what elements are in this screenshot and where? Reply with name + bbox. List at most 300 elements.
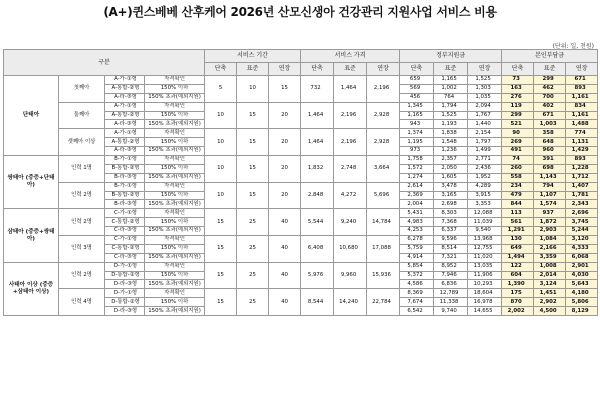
self-pay-value: 1,003	[534, 120, 566, 129]
service-type: D-라-③형	[105, 307, 145, 316]
service-type: D-통합-②형	[105, 271, 145, 280]
gov-support-value: 16,978	[468, 298, 502, 307]
page-title: (A+)퀸스베베 산후케어 2026년 산모신생아 건강관리 지원사업 서비스 비용	[103, 5, 497, 19]
service-type: A-가-①형	[105, 129, 145, 138]
header-sub: 연장	[367, 63, 400, 76]
self-pay-value: 163	[502, 84, 534, 93]
service-period-value: 15	[205, 209, 237, 236]
gov-support-value: 12,789	[434, 289, 468, 298]
gov-support-value: 3,478	[434, 182, 468, 191]
gov-support-value: 7,674	[400, 298, 434, 307]
header-group: 구분	[4, 50, 205, 76]
self-pay-value: 1,084	[534, 236, 566, 245]
eligibility-criteria: 150% 이하	[145, 218, 205, 227]
service-type: A-통합-②형	[105, 111, 145, 120]
gov-support-value: 1,525	[468, 76, 502, 85]
gov-support-value: 764	[434, 93, 468, 102]
self-pay-value: 1,781	[566, 191, 598, 200]
service-period-value: 20	[269, 102, 301, 129]
subgroup-label: 인력 4명	[59, 289, 105, 316]
gov-support-value: 2,154	[468, 129, 502, 138]
service-price-value: 732	[301, 76, 334, 103]
self-pay-value: 1,131	[566, 138, 598, 147]
self-pay-value: 4,333	[566, 244, 598, 253]
service-period-value: 25	[237, 209, 269, 236]
service-type: B-가-①형	[105, 182, 145, 191]
self-pay-value: 4,500	[534, 307, 566, 316]
table-row	[4, 76, 598, 85]
gov-support-value: 6,836	[434, 280, 468, 289]
gov-support-value: 18,604	[468, 289, 502, 298]
service-type: A-통합-②형	[105, 138, 145, 147]
service-period-value: 40	[269, 209, 301, 236]
self-pay-value: 671	[534, 111, 566, 120]
table-row	[4, 236, 598, 245]
service-period-value: 15	[237, 129, 269, 156]
service-price-value: 1,464	[334, 76, 367, 103]
self-pay-value: 5,806	[566, 298, 598, 307]
gov-support-value: 11,338	[434, 298, 468, 307]
service-price-value: 2,928	[367, 129, 400, 156]
eligibility-criteria: 150% 초과(예외지원)	[145, 200, 205, 209]
gov-support-value: 1,193	[434, 120, 468, 129]
eligibility-criteria: 자격확인	[145, 182, 205, 191]
self-pay-value: 391	[534, 156, 566, 165]
self-pay-value: 491	[502, 147, 534, 156]
gov-support-value: 7,368	[434, 218, 468, 227]
service-price-value: 2,848	[301, 182, 334, 209]
self-pay-value: 2,014	[534, 271, 566, 280]
gov-support-value: 14,655	[468, 307, 502, 316]
service-price-value: 2,196	[334, 129, 367, 156]
gov-support-value: 1,035	[468, 93, 502, 102]
self-pay-value: 558	[502, 173, 534, 182]
service-type: D-가-①형	[105, 289, 145, 298]
header-sub: 표준	[434, 63, 468, 76]
gov-support-value: 2,094	[468, 102, 502, 111]
self-pay-value: 960	[534, 147, 566, 156]
self-pay-value: 113	[502, 209, 534, 218]
gov-support-value: 569	[400, 84, 434, 93]
self-pay-value: 937	[534, 209, 566, 218]
gov-support-value: 5,372	[400, 271, 434, 280]
service-price-value: 5,544	[301, 209, 334, 236]
header-sub: 표준	[334, 63, 367, 76]
self-pay-value: 90	[502, 129, 534, 138]
eligibility-criteria: 자격확인	[145, 289, 205, 298]
header-sub: 단축	[301, 63, 334, 76]
gov-support-value: 5,854	[400, 262, 434, 271]
self-pay-value: 2,902	[534, 298, 566, 307]
fee-table	[3, 49, 598, 316]
eligibility-criteria: 150% 초과(예외지원)	[145, 280, 205, 289]
self-pay-value: 6,068	[566, 253, 598, 262]
gov-support-value: 7,321	[434, 253, 468, 262]
gov-support-value: 5,431	[400, 209, 434, 218]
gov-support-value: 1,838	[434, 129, 468, 138]
service-period-value: 25	[237, 262, 269, 289]
self-pay-value: 122	[502, 262, 534, 271]
self-pay-value: 299	[534, 76, 566, 85]
gov-support-value: 1,165	[400, 111, 434, 120]
self-pay-value: 1,161	[566, 111, 598, 120]
gov-support-value: 11,020	[468, 253, 502, 262]
eligibility-criteria: 150% 초과(예외지원)	[145, 120, 205, 129]
table-row	[4, 182, 598, 191]
service-period-value: 20	[269, 182, 301, 209]
self-pay-value: 5,244	[566, 227, 598, 236]
group-label: 단태아	[4, 76, 59, 156]
gov-support-value: 1,236	[434, 147, 468, 156]
gov-support-value: 2,436	[468, 164, 502, 173]
gov-support-value: 9,540	[468, 227, 502, 236]
service-period-value: 15	[205, 262, 237, 289]
self-pay-value: 1,872	[534, 218, 566, 227]
gov-support-value: 3,353	[468, 200, 502, 209]
self-pay-value: 2,903	[534, 227, 566, 236]
gov-support-value: 1,952	[468, 173, 502, 182]
self-pay-value: 1,429	[566, 147, 598, 156]
header-period: 서비스 기간	[205, 50, 301, 63]
self-pay-value: 299	[502, 111, 534, 120]
gov-support-value: 2,771	[468, 156, 502, 165]
gov-support-value: 1,572	[400, 164, 434, 173]
gov-support-value: 2,698	[434, 200, 468, 209]
self-pay-value: 1,407	[566, 182, 598, 191]
gov-support-value: 12,088	[468, 209, 502, 218]
subgroup-label: 셋째아 이상	[59, 129, 105, 156]
subgroup-label: 인력 3명	[59, 236, 105, 263]
gov-support-value: 2,050	[434, 164, 468, 173]
header-sub: 연장	[468, 63, 502, 76]
gov-support-value: 973	[400, 147, 434, 156]
gov-support-value: 3,165	[434, 191, 468, 200]
header-sub: 표준	[237, 63, 269, 76]
service-type: D-라-③형	[105, 280, 145, 289]
gov-support-value: 1,548	[434, 138, 468, 147]
self-pay-value: 4,180	[566, 289, 598, 298]
service-price-value: 9,960	[334, 262, 367, 289]
service-period-value: 40	[269, 262, 301, 289]
self-pay-value: 671	[566, 76, 598, 85]
self-pay-value: 1,291	[502, 227, 534, 236]
service-period-value: 25	[237, 236, 269, 263]
self-pay-value: 175	[502, 289, 534, 298]
service-price-value: 4,272	[334, 182, 367, 209]
self-pay-value: 3,359	[534, 253, 566, 262]
self-pay-value: 794	[534, 182, 566, 191]
gov-support-value: 1,002	[434, 84, 468, 93]
gov-support-value: 9,740	[434, 307, 468, 316]
gov-support-value: 1,274	[400, 173, 434, 182]
self-pay-value: 74	[502, 156, 534, 165]
eligibility-criteria: 150% 이하	[145, 84, 205, 93]
self-pay-value: 1,451	[534, 289, 566, 298]
service-period-value: 10	[205, 156, 237, 183]
header-sub: 표준	[534, 63, 566, 76]
self-pay-value: 1,494	[502, 253, 534, 262]
gov-support-value: 659	[400, 76, 434, 85]
service-type: B-통합-②형	[105, 164, 145, 173]
eligibility-criteria: 자격확인	[145, 262, 205, 271]
service-type: A-라-③형	[105, 147, 145, 156]
self-pay-value: 1,488	[566, 120, 598, 129]
table-row	[4, 289, 598, 298]
table-row	[4, 209, 598, 218]
service-period-value: 5	[205, 76, 237, 103]
service-price-value: 10,680	[334, 236, 367, 263]
gov-support-value: 1,797	[468, 138, 502, 147]
gov-support-value: 1,165	[434, 76, 468, 85]
service-type: C-가-①형	[105, 209, 145, 218]
self-pay-value: 402	[534, 102, 566, 111]
self-pay-value: 130	[502, 236, 534, 245]
eligibility-criteria: 150% 이하	[145, 244, 205, 253]
gov-support-value: 1,758	[400, 156, 434, 165]
self-pay-value: 119	[502, 102, 534, 111]
gov-support-value: 1,195	[400, 138, 434, 147]
table-row	[4, 102, 598, 111]
service-type: A-가-①형	[105, 76, 145, 85]
self-pay-value: 1,008	[534, 262, 566, 271]
self-pay-value: 521	[502, 120, 534, 129]
group-label: 삼태아 (중증+쌍태아)	[4, 209, 59, 262]
gov-support-value: 6,542	[400, 307, 434, 316]
service-price-value: 8,544	[301, 289, 334, 316]
header-sub: 단축	[205, 63, 237, 76]
service-type: B-라-③형	[105, 173, 145, 182]
eligibility-criteria: 자격확인	[145, 236, 205, 245]
unit-note: (단위: 일, 천원)	[552, 43, 594, 50]
self-pay-value: 844	[502, 200, 534, 209]
self-pay-value: 648	[534, 138, 566, 147]
header-sub: 연장	[566, 63, 598, 76]
self-pay-value: 3,745	[566, 218, 598, 227]
service-price-value: 3,664	[367, 156, 400, 183]
self-pay-value: 2,343	[566, 200, 598, 209]
self-pay-value: 1,143	[534, 173, 566, 182]
self-pay-value: 358	[534, 129, 566, 138]
self-pay-value: 1,161	[566, 93, 598, 102]
gov-support-value: 1,605	[434, 173, 468, 182]
gov-support-value: 13,968	[468, 236, 502, 245]
self-pay-value: 893	[566, 84, 598, 93]
service-period-value: 10	[205, 129, 237, 156]
table-row	[4, 156, 598, 165]
eligibility-criteria: 자격확인	[145, 209, 205, 218]
fee-table-body	[4, 76, 598, 316]
service-period-value: 10	[205, 182, 237, 209]
eligibility-criteria: 150% 초과(예외지원)	[145, 173, 205, 182]
service-period-value: 40	[269, 289, 301, 316]
self-pay-value: 604	[502, 271, 534, 280]
service-price-value: 9,240	[334, 209, 367, 236]
service-period-value: 15	[269, 76, 301, 103]
subgroup-label: 인력 2명	[59, 209, 105, 236]
gov-support-value: 2,004	[400, 200, 434, 209]
service-period-value: 10	[237, 76, 269, 103]
eligibility-criteria: 150% 이하	[145, 164, 205, 173]
gov-support-value: 4,914	[400, 253, 434, 262]
header-price: 서비스 가격	[301, 50, 400, 63]
service-price-value: 1,464	[301, 129, 334, 156]
gov-support-value: 6,278	[400, 236, 434, 245]
self-pay-value: 234	[502, 182, 534, 191]
service-price-value: 22,784	[367, 289, 400, 316]
self-pay-value: 276	[502, 93, 534, 102]
self-pay-value: 2,002	[502, 307, 534, 316]
gov-support-value: 1,767	[468, 111, 502, 120]
self-pay-value: 3,120	[566, 236, 598, 245]
gov-support-value: 8,303	[434, 209, 468, 218]
gov-support-value: 9,596	[434, 236, 468, 245]
self-pay-value: 73	[502, 76, 534, 85]
service-period-value: 15	[205, 236, 237, 263]
group-label: 사태아 이상 (중증+삼태아 이상)	[4, 262, 59, 315]
gov-support-value: 1,345	[400, 102, 434, 111]
self-pay-value: 893	[566, 156, 598, 165]
eligibility-criteria: 자격확인	[145, 156, 205, 165]
service-price-value: 6,408	[301, 236, 334, 263]
eligibility-criteria: 150% 이하	[145, 111, 205, 120]
self-pay-value: 1,712	[566, 173, 598, 182]
self-pay-value: 698	[534, 164, 566, 173]
subgroup-label: 인력 2명	[59, 262, 105, 289]
gov-support-value: 1,499	[468, 147, 502, 156]
gov-support-value: 1,525	[434, 111, 468, 120]
gov-support-value: 943	[400, 120, 434, 129]
service-price-value: 14,784	[367, 209, 400, 236]
gov-support-value: 1,440	[468, 120, 502, 129]
service-period-value: 40	[269, 236, 301, 263]
gov-support-value: 1,374	[400, 129, 434, 138]
service-price-value: 1,832	[301, 156, 334, 183]
service-type: B-가-①형	[105, 156, 145, 165]
service-period-value: 15	[237, 182, 269, 209]
eligibility-criteria: 자격확인	[145, 102, 205, 111]
service-period-value: 20	[269, 129, 301, 156]
subgroup-label: 둘째아	[59, 102, 105, 129]
self-pay-value: 649	[502, 244, 534, 253]
self-pay-value: 774	[566, 129, 598, 138]
service-period-value: 15	[205, 289, 237, 316]
eligibility-criteria: 자격확인	[145, 129, 205, 138]
eligibility-criteria: 150% 이하	[145, 271, 205, 280]
eligibility-criteria: 150% 초과(예외지원)	[145, 307, 205, 316]
service-price-value: 17,088	[367, 236, 400, 263]
header-sub: 단축	[400, 63, 434, 76]
gov-support-value: 8,369	[400, 289, 434, 298]
self-pay-value: 870	[502, 298, 534, 307]
gov-support-value: 11,039	[468, 218, 502, 227]
self-pay-value: 700	[534, 93, 566, 102]
header-row-1	[4, 50, 598, 63]
gov-support-value: 6,337	[434, 227, 468, 236]
eligibility-criteria: 150% 초과(예외지원)	[145, 227, 205, 236]
gov-support-value: 5,759	[400, 244, 434, 253]
service-type: C-라-③형	[105, 253, 145, 262]
self-pay-value: 834	[566, 102, 598, 111]
self-pay-value: 3,124	[534, 280, 566, 289]
gov-support-value: 13,035	[468, 262, 502, 271]
gov-support-value: 11,906	[468, 271, 502, 280]
self-pay-value: 2,166	[534, 244, 566, 253]
service-type: D-통합-②형	[105, 298, 145, 307]
gov-support-value: 8,952	[434, 262, 468, 271]
self-pay-value: 269	[502, 138, 534, 147]
gov-support-value: 2,357	[434, 156, 468, 165]
gov-support-value: 8,514	[434, 244, 468, 253]
service-type: A-가-①형	[105, 102, 145, 111]
header-self: 본인부담금	[502, 50, 598, 63]
eligibility-criteria: 150% 초과(예외지원)	[145, 93, 205, 102]
self-pay-value: 8,129	[566, 307, 598, 316]
self-pay-value: 5,643	[566, 280, 598, 289]
service-price-value: 5,696	[367, 182, 400, 209]
self-pay-value: 479	[502, 191, 534, 200]
header-sub: 단축	[502, 63, 534, 76]
gov-support-value: 4,586	[400, 280, 434, 289]
group-label: 쌍태아 (중증+단태아)	[4, 156, 59, 209]
eligibility-criteria: 150% 이하	[145, 138, 205, 147]
service-period-value: 20	[269, 156, 301, 183]
service-type: C-가-①형	[105, 236, 145, 245]
subgroup-label: 인력 2명	[59, 182, 105, 209]
service-price-value: 2,928	[367, 102, 400, 129]
service-price-value: 1,464	[301, 102, 334, 129]
service-price-value: 14,240	[334, 289, 367, 316]
gov-support-value: 2,369	[400, 191, 434, 200]
header-sub: 연장	[269, 63, 301, 76]
service-price-value: 2,196	[334, 102, 367, 129]
service-period-value: 10	[205, 102, 237, 129]
eligibility-criteria: 자격확인	[145, 76, 205, 85]
gov-support-value: 4,983	[400, 218, 434, 227]
service-type: B-라-③형	[105, 200, 145, 209]
self-pay-value: 1,228	[566, 164, 598, 173]
service-price-value: 2,196	[367, 76, 400, 103]
gov-support-value: 2,614	[400, 182, 434, 191]
service-type: B-통합-②형	[105, 191, 145, 200]
gov-support-value: 1,794	[434, 102, 468, 111]
gov-support-value: 10,293	[468, 280, 502, 289]
eligibility-criteria: 150% 초과(예외지원)	[145, 147, 205, 156]
gov-support-value: 4,289	[468, 182, 502, 191]
service-period-value: 15	[237, 102, 269, 129]
self-pay-value: 1,574	[534, 200, 566, 209]
table-row	[4, 262, 598, 271]
gov-support-value: 3,915	[468, 191, 502, 200]
gov-support-value: 12,755	[468, 244, 502, 253]
self-pay-value: 462	[534, 84, 566, 93]
eligibility-criteria: 150% 초과(예외지원)	[145, 253, 205, 262]
table-row	[4, 129, 598, 138]
self-pay-value: 4,030	[566, 271, 598, 280]
service-type: A-통합-②형	[105, 84, 145, 93]
service-price-value: 2,748	[334, 156, 367, 183]
service-type: D-가-①형	[105, 262, 145, 271]
gov-support-value: 7,946	[434, 271, 468, 280]
gov-support-value: 456	[400, 93, 434, 102]
gov-support-value: 4,253	[400, 227, 434, 236]
service-type: C-라-③형	[105, 227, 145, 236]
eligibility-criteria: 150% 이하	[145, 298, 205, 307]
self-pay-value: 2,901	[566, 262, 598, 271]
self-pay-value: 1,390	[502, 280, 534, 289]
subgroup-label: 첫째아	[59, 76, 105, 103]
service-type: A-라-③형	[105, 93, 145, 102]
header-gov: 정부지원금	[400, 50, 502, 63]
